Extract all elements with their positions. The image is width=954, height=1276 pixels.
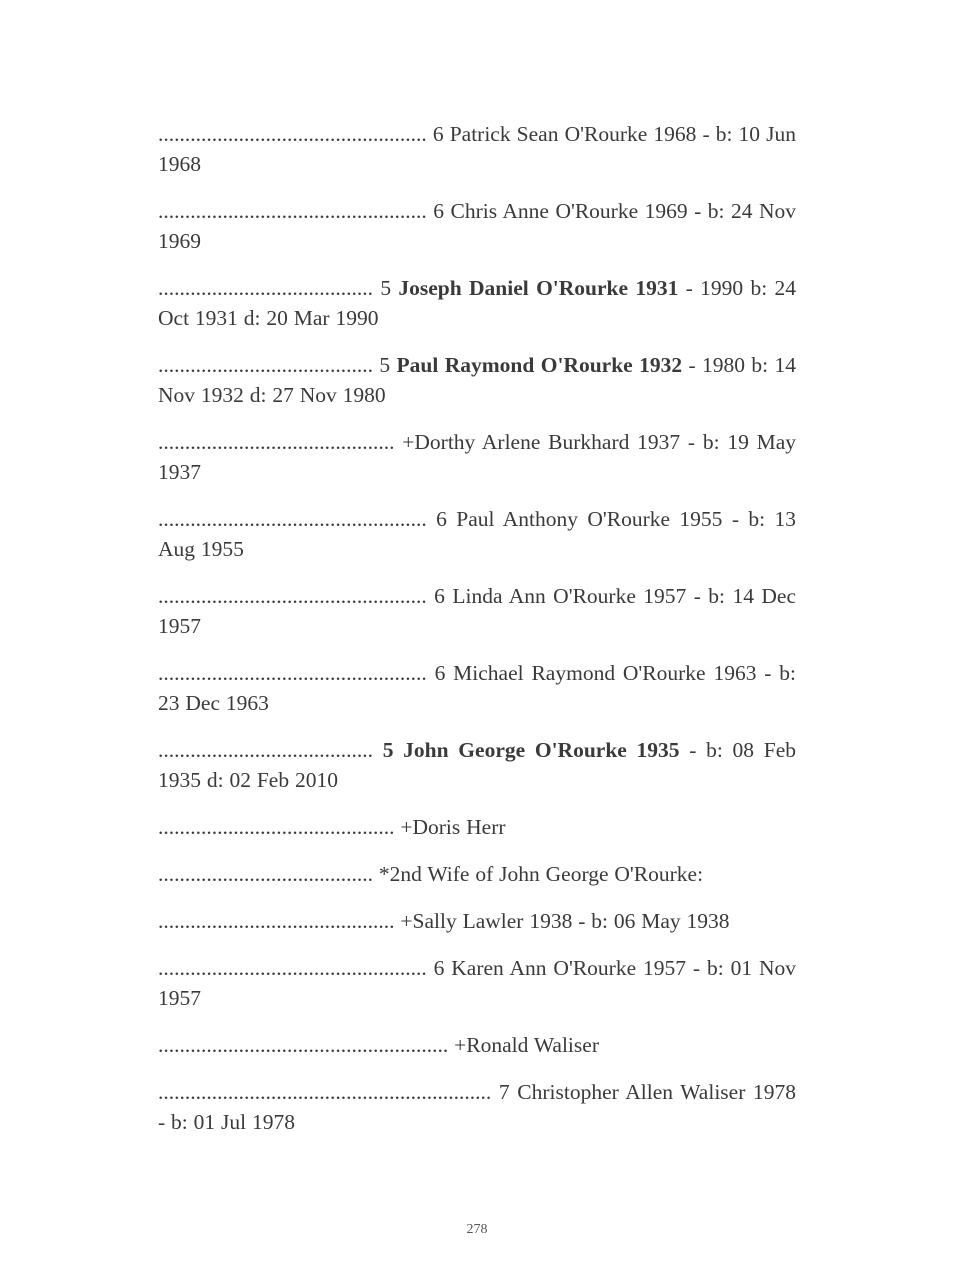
genealogy-entry (158, 427, 796, 487)
entry-text: 6 Karen Ann O'Rourke 1957 - b: 01 Nov 1957 (158, 956, 796, 1010)
genealogy-entry (158, 658, 796, 718)
genealogy-entry (158, 504, 796, 564)
dot-leader: .................................................. (158, 199, 427, 223)
person-name-bold: 5 John George O'Rourke 1935 (382, 738, 680, 762)
entry-text: - b: 08 Feb 1935 d: 02 Feb 2010 (158, 738, 797, 792)
entry-text: +Doris Herr (394, 815, 506, 839)
genealogy-entry-list (158, 119, 796, 1154)
dot-leader: .................................................. (158, 122, 427, 146)
genealogy-entry (158, 196, 796, 256)
genealogy-entry (158, 119, 796, 179)
entry-text: 6 Paul Anthony O'Rourke 1955 - b: 13 Aug 1955 (158, 507, 796, 561)
dot-leader: ............................................ (158, 430, 395, 454)
entry-text: 6 Patrick Sean O'Rourke 1968 - b: 10 Jun 1968 (158, 122, 796, 176)
entry-text: +Sally Lawler 1938 - b: 06 May 1938 (394, 909, 730, 933)
dot-leader: .................................................. (158, 956, 427, 980)
genealogy-entry (158, 906, 796, 936)
entry-text: 5 (373, 353, 397, 377)
entry-text: 5 (373, 276, 399, 300)
genealogy-entry (158, 350, 796, 410)
dot-leader: .................................................. (158, 584, 427, 608)
genealogy-entry (158, 1030, 796, 1060)
entry-text: 6 Chris Anne O'Rourke 1969 - b: 24 Nov 1969 (158, 199, 796, 253)
genealogy-entry (158, 735, 796, 795)
dot-leader: .................................................. (158, 507, 427, 531)
dot-leader: ........................................ (158, 862, 373, 886)
dot-leader: .............................................................. (158, 1080, 492, 1104)
entry-text (373, 738, 383, 762)
entry-text: - 1980 b: 14 Nov 1932 d: 27 Nov 1980 (158, 353, 797, 407)
dot-leader: .................................................. (158, 661, 427, 685)
genealogy-entry (158, 953, 796, 1013)
entry-text: - 1990 b: 24 Oct 1931 d: 20 Mar 1990 (158, 276, 796, 330)
entry-text: +Dorthy Arlene Burkhard 1937 - b: 19 May 1937 (158, 430, 796, 484)
entry-text: +Ronald Waliser (448, 1033, 599, 1057)
dot-leader: ............................................ (158, 909, 395, 933)
dot-leader: ............................................ (158, 815, 395, 839)
genealogy-entry (158, 273, 796, 333)
page-number: 278 (466, 1222, 488, 1237)
person-name-bold: Joseph Daniel O'Rourke 1931 (398, 276, 679, 300)
genealogy-entry (158, 581, 796, 641)
entry-text: 6 Michael Raymond O'Rourke 1963 - b: 23 Dec 1963 (158, 661, 796, 715)
entry-text: *2nd Wife of John George O'Rourke: (373, 862, 704, 886)
dot-leader: ........................................ (158, 276, 373, 300)
dot-leader: ...................................................... (158, 1033, 449, 1057)
dot-leader: ........................................ (158, 738, 373, 762)
genealogy-entry (158, 1077, 796, 1137)
person-name-bold: Paul Raymond O'Rourke 1932 (396, 353, 683, 377)
entry-text: 7 Christopher Allen Waliser 1978 - b: 01 Jul 1978 (158, 1080, 796, 1134)
dot-leader: ........................................ (158, 353, 373, 377)
genealogy-entry (158, 859, 796, 889)
entry-text: 6 Linda Ann O'Rourke 1957 - b: 14 Dec 1957 (158, 584, 796, 638)
genealogy-entry (158, 812, 796, 842)
